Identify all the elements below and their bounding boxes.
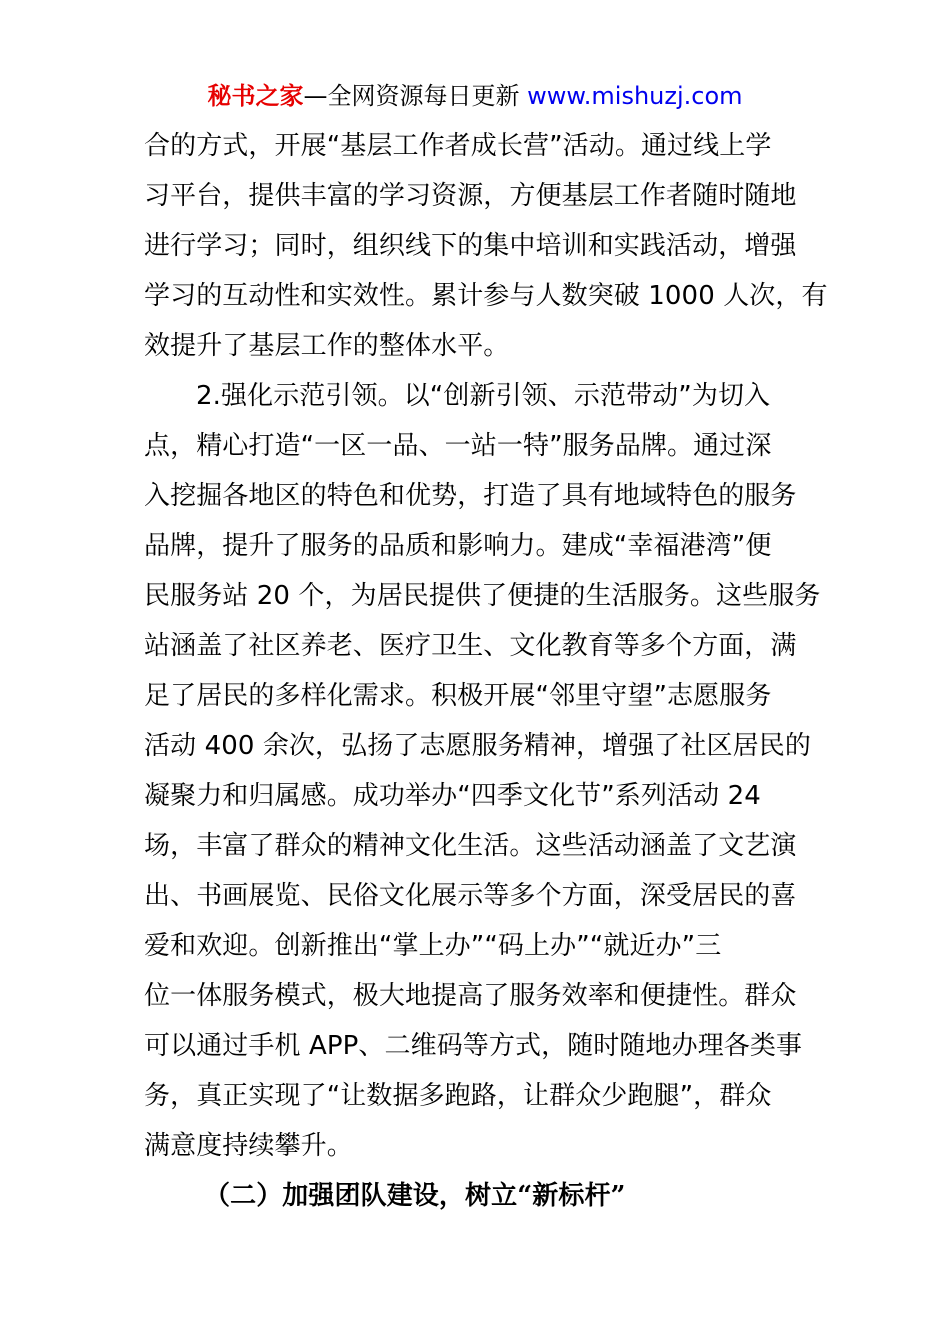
paragraph-line: 点，精心打造“一区一品、一站一特”服务品牌。通过深 bbox=[144, 431, 772, 461]
paragraph-line: 效提升了基层工作的整体水平。 bbox=[144, 331, 510, 361]
paragraph-line: 足了居民的多样化需求。积极开展“邻里守望”志愿服务 bbox=[144, 681, 772, 711]
paragraph-line: 合的方式，开展“基层工作者成长营”活动。通过线上学 bbox=[144, 131, 772, 161]
paragraph-line: 出、书画展览、民俗文化展示等多个方面，深受居民的喜 bbox=[144, 881, 797, 911]
paragraph-line: 民服务站 20 个，为居民提供了便捷的生活服务。这些服务 bbox=[144, 581, 821, 611]
paragraph-line: 凝聚力和归属感。成功举办“四季文化节”系列活动 24 bbox=[144, 781, 761, 811]
paragraph-line: 爱和欢迎。创新推出“掌上办”“码上办”“就近办”三 bbox=[144, 931, 722, 961]
document-body bbox=[144, 121, 828, 1221]
paragraph-line: 学习的互动性和实效性。累计参与人数突破 1000 人次，有 bbox=[144, 281, 828, 311]
section-heading: （二）加强团队建设，树立“新标杆” bbox=[204, 1181, 626, 1211]
paragraph-line: 习平台，提供丰富的学习资源，方便基层工作者随时随地 bbox=[144, 181, 797, 211]
paragraph-line: 进行学习；同时，组织线下的集中培训和实践活动，增强 bbox=[144, 231, 797, 261]
site-header bbox=[0, 78, 950, 114]
paragraph-line: 站涵盖了社区养老、医疗卫生、文化教育等多个方面，满 bbox=[144, 631, 797, 661]
paragraph-line: 满意度持续攀升。 bbox=[144, 1131, 353, 1161]
paragraph-line: 务，真正实现了“让数据多跑路，让群众少跑腿”，群众 bbox=[144, 1081, 772, 1111]
site-tagline: —全网资源每日更新 bbox=[303, 82, 520, 110]
paragraph-line: 位一体服务模式，极大地提高了服务效率和便捷性。群众 bbox=[144, 981, 797, 1011]
paragraph-line: 场，丰富了群众的精神文化生活。这些活动涵盖了文艺演 bbox=[144, 831, 797, 861]
paragraph-line: 可以通过手机 APP、二维码等方式，随时随地办理各类事 bbox=[144, 1031, 803, 1061]
paragraph-line: 2.强化示范引领。以“创新引领、示范带动”为切入 bbox=[196, 381, 771, 411]
paragraph-line: 品牌，提升了服务的品质和影响力。建成“幸福港湾”便 bbox=[144, 531, 772, 561]
paragraph-line: 活动 400 余次，弘扬了志愿服务精神，增强了社区居民的 bbox=[144, 731, 811, 761]
site-url-link[interactable]: www.mishuzj.com bbox=[527, 82, 743, 110]
paragraph-line: 入挖掘各地区的特色和优势，打造了具有地域特色的服务 bbox=[144, 481, 797, 511]
site-brand: 秘书之家 bbox=[207, 82, 304, 110]
